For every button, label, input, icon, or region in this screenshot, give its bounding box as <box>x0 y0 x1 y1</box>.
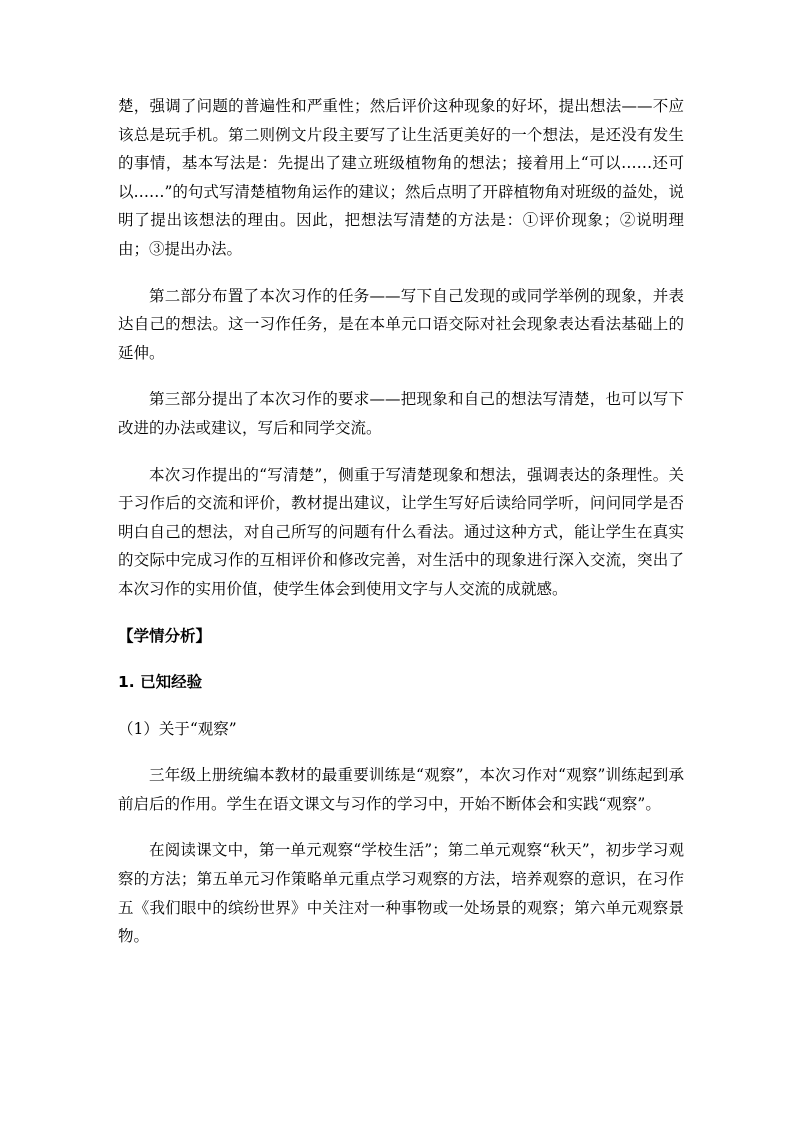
subsection-heading-known-experience: 1. 已知经验 <box>118 673 203 692</box>
paragraph-task: 第二部分布置了本次习作的任务——写下自己发现的或同学举例的现象，并表达自己的想法。这一习作任务，是在本单元口语交际对社会现象表达看法基础上的延伸。 <box>118 286 684 362</box>
paragraph-observe-training: 三年级上册统编本教材的最重要训练是“观察”，本次习作对“观察”训练起到承前启后的作用。学生在语文课文与习作的学习中，开始不断体会和实践“观察”。 <box>118 766 684 813</box>
paragraph-reading-units: 在阅读课文中，第一单元观察“学校生活”；第二单元观察“秋天”，初步学习观察的方法；第五单元习作策略单元重点学习观察的方法，培养观察的意识，在习作五《我们眼中的缤纷世界》中关注对一种事物或一处场景的观察；第六单元观察景物。 <box>118 841 684 946</box>
paragraph-continuation: 楚，强调了问题的普遍性和严重性；然后评价这种现象的好坏，提出想法——不应该总是玩手机。第二则例文片段主要写了让生活更美好的一个想法，是还没有发生的事情，基本写法是：先提出了建立班级植物角的想法；接着用上“可以……还可以……”的句式写清楚植物角运作的建议；然后点明了开辟植物角对班级的益处，说明了提出该想法的理由。因此，把想法写清楚的方法是：①评价现象；②说明理由；③提出办法。 <box>118 97 684 258</box>
paragraph-requirements: 第三部分提出了本次习作的要求——把现象和自己的想法写清楚，也可以写下改进的办法或建议，写后和同学交流。 <box>118 390 684 437</box>
section-heading-analysis: 【学情分析】 <box>118 626 212 645</box>
item-heading-observe: （1）关于“观察” <box>118 719 237 738</box>
document-body <box>118 92 684 969</box>
paragraph-write-clearly: 本次习作提出的“写清楚”，侧重于写清楚现象和想法，强调表达的条理性。关于习作后的交流和评价，教材提出建议，让学生写好后读给同学听，问问同学是否明白自己的想法，对自己所写的问题有什么看法。通过这种方式，能让学生在真实的交际中完成习作的互相评价和修改完善，对生活中的现象进行深入交流，突出了本次习作的实用价值，使学生体会到使用文字与人交流的成就感。 <box>118 465 684 598</box>
